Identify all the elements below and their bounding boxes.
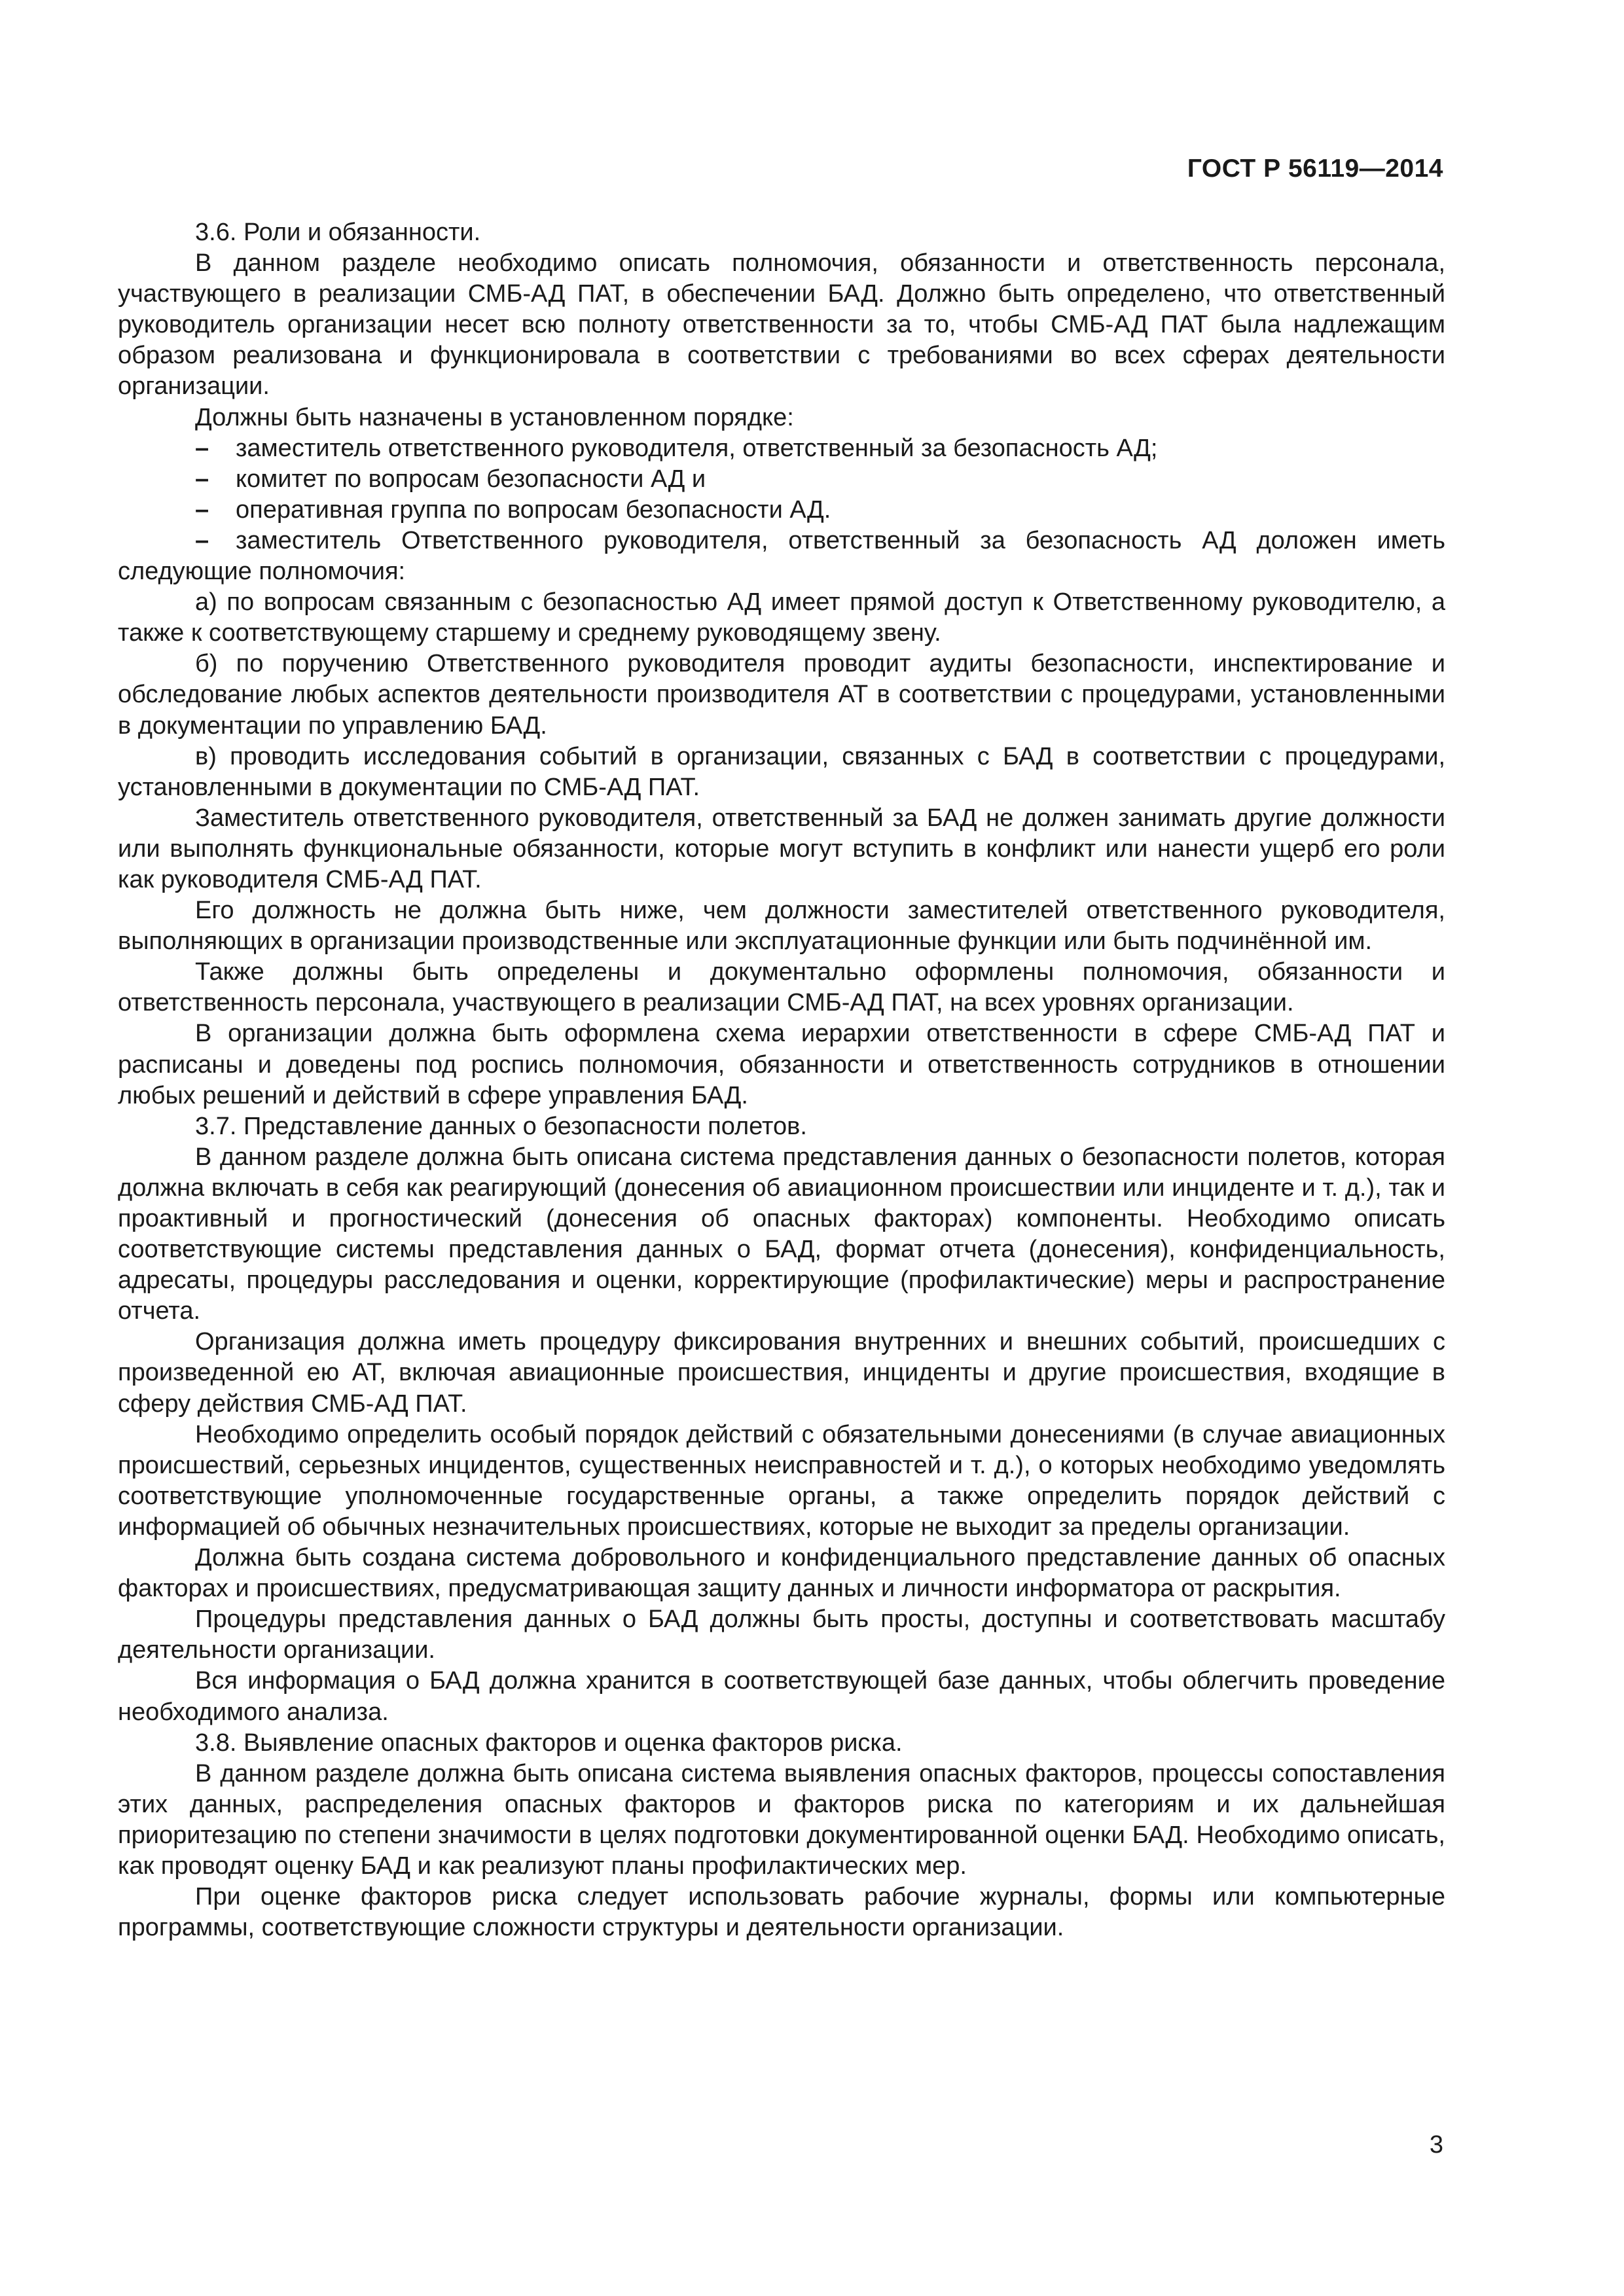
list-item-text: оперативная группа по вопросам безопасности АД. <box>236 495 831 524</box>
paragraph: При оценке факторов риска следует использовать рабочие журналы, формы или компьютерные программы, соответствующие сложности структуры и деятельности организации. <box>118 1883 1445 1942</box>
paragraph: б) по поручению Ответственного руководителя проводит аудиты безопасности, инспектирование и обследование любых аспектов деятельности производителя АТ в соответствии с процедурами, установленными в документации по управлению БАД. <box>118 650 1445 740</box>
dash-bullet-icon: – <box>195 526 209 554</box>
paragraph: Необходимо определить особый порядок действий с обязательными донесениями (в случае авиационных происшествий, серьезных инцидентов, существенных неисправностей и т. д.), о которых необходимо уведомлять соответствующие уполномоченные государственные органы, а также определить порядок действий с информацией об обычных незначительных происшествиях, которые не выходит за пределы организации. <box>118 1420 1445 1541</box>
list-item-text: заместитель ответственного руководителя, ответственный за безопасность АД; <box>236 434 1158 462</box>
paragraph: В данном разделе должна быть описана система выявления опасных факторов, процессы сопоставления этих данных, распределения опасных факторов и факторов риска по категориям и их дальнейшая приоритезацию по степени значимости в целях подготовки документированной оценки БАД. Необходимо описать, как проводят оценку БАД и как реализуют планы профилактических мер. <box>118 1759 1445 1880</box>
dash-bullet-icon: – <box>195 495 209 524</box>
paragraph: Его должность не должна быть ниже, чем должности заместителей ответственного руководителя, выполняющих в организации производственные или эксплуатационные функции или быть подчинённой им. <box>118 897 1445 956</box>
paragraph: Заместитель ответственного руководителя, ответственный за БАД не должен занимать другие должности или выполнять функциональные обязанности, которые могут вступить в конфликт или нанести ущерб его роли как руководителя СМБ-АД ПАТ. <box>118 804 1445 893</box>
section-heading-3-7: 3.7. Представление данных о безопасности полетов. <box>195 1112 807 1140</box>
paragraph: Организация должна иметь процедуру фиксирования внутренних и внешних событий, происшедших с произведенной ею АТ, включая авиационные происшествия, инциденты и другие происшествия, входящие в сферу действия СМБ-АД ПАТ. <box>118 1328 1445 1418</box>
list-item <box>118 433 1445 464</box>
paragraph: В данном разделе должна быть описана система представления данных о безопасности полетов, которая должна включать в себя как реагирующий (донесения об авиационном происшествии или инциденте и т. д.), так и проактивный и прогностический (донесения об опасных факторах) компоненты. Необходимо описать соответствующие системы представления данных о БАД, формат отчета (донесения), конфиденциальность, адресаты, процедуры расследования и оценки, корректирующие (профилактические) меры и распространение отчета. <box>118 1143 1445 1325</box>
list-item <box>118 495 1445 526</box>
list-item <box>118 526 1445 587</box>
section-heading-3-6: 3.6. Роли и обязанности. <box>195 219 481 246</box>
document-body <box>118 217 1445 1943</box>
paragraph: Также должны быть определены и документально оформлены полномочия, обязанности и ответственность персонала, участвующего в реализации СМБ-АД ПАТ, на всех уровнях организации. <box>118 958 1445 1017</box>
section-heading-3-8: 3.8. Выявление опасных факторов и оценка факторов риска. <box>195 1729 903 1757</box>
paragraph: Должны быть назначены в установленном порядке: <box>195 403 794 431</box>
page-number: 3 <box>1429 2131 1443 2159</box>
list-item-text: заместитель Ответственного руководителя, ответственный за безопасность АД доложен иметь следующие полномочия: <box>118 526 1445 586</box>
document-header: ГОСТ Р 56119—2014 <box>1187 154 1443 183</box>
paragraph: а) по вопросам связанным с безопасностью АД имеет прямой доступ к Ответственному руководителю, а также к соответствующему старшему и среднему руководящему звену. <box>118 588 1445 647</box>
list-item <box>118 464 1445 495</box>
paragraph: Вся информация о БАД должна хранится в соответствующей базе данных, чтобы облегчить проведение необходимого анализа. <box>118 1667 1445 1726</box>
paragraph: В организации должна быть оформлена схема иерархии ответственности в сфере СМБ-АД ПАТ и расписаны и доведены под роспись полномочия, обязанности и ответственность сотрудников в отношении любых решений и действий в сфере управления БАД. <box>118 1020 1445 1109</box>
paragraph: в) проводить исследования событий в организации, связанных с БАД в соответствии с процедурами, установленными в документации по СМБ-АД ПАТ. <box>118 742 1445 801</box>
dash-bullet-icon: – <box>195 434 209 462</box>
dash-bullet-icon: – <box>195 465 209 493</box>
dash-list <box>118 433 1445 587</box>
paragraph: Процедуры представления данных о БАД должны быть просты, доступны и соответствовать масштабу деятельности организации. <box>118 1605 1445 1664</box>
list-item-text: комитет по вопросам безопасности АД и <box>236 465 706 493</box>
paragraph: В данном разделе необходимо описать полномочия, обязанности и ответственность персонала, участвующего в реализации СМБ-АД ПАТ, в обеспечении БАД. Должно быть определено, что ответственный руководитель организации несет всю полноту ответственности за то, чтобы СМБ-АД ПАТ была надлежащим образом реализована и функционировала в соответствии с требованиями во всех сферах деятельности организации. <box>118 249 1445 401</box>
paragraph: Должна быть создана система добровольного и конфиденциального представление данных об опасных факторах и происшествиях, предусматривающая защиту данных и личности информатора от раскрытия. <box>118 1544 1445 1603</box>
